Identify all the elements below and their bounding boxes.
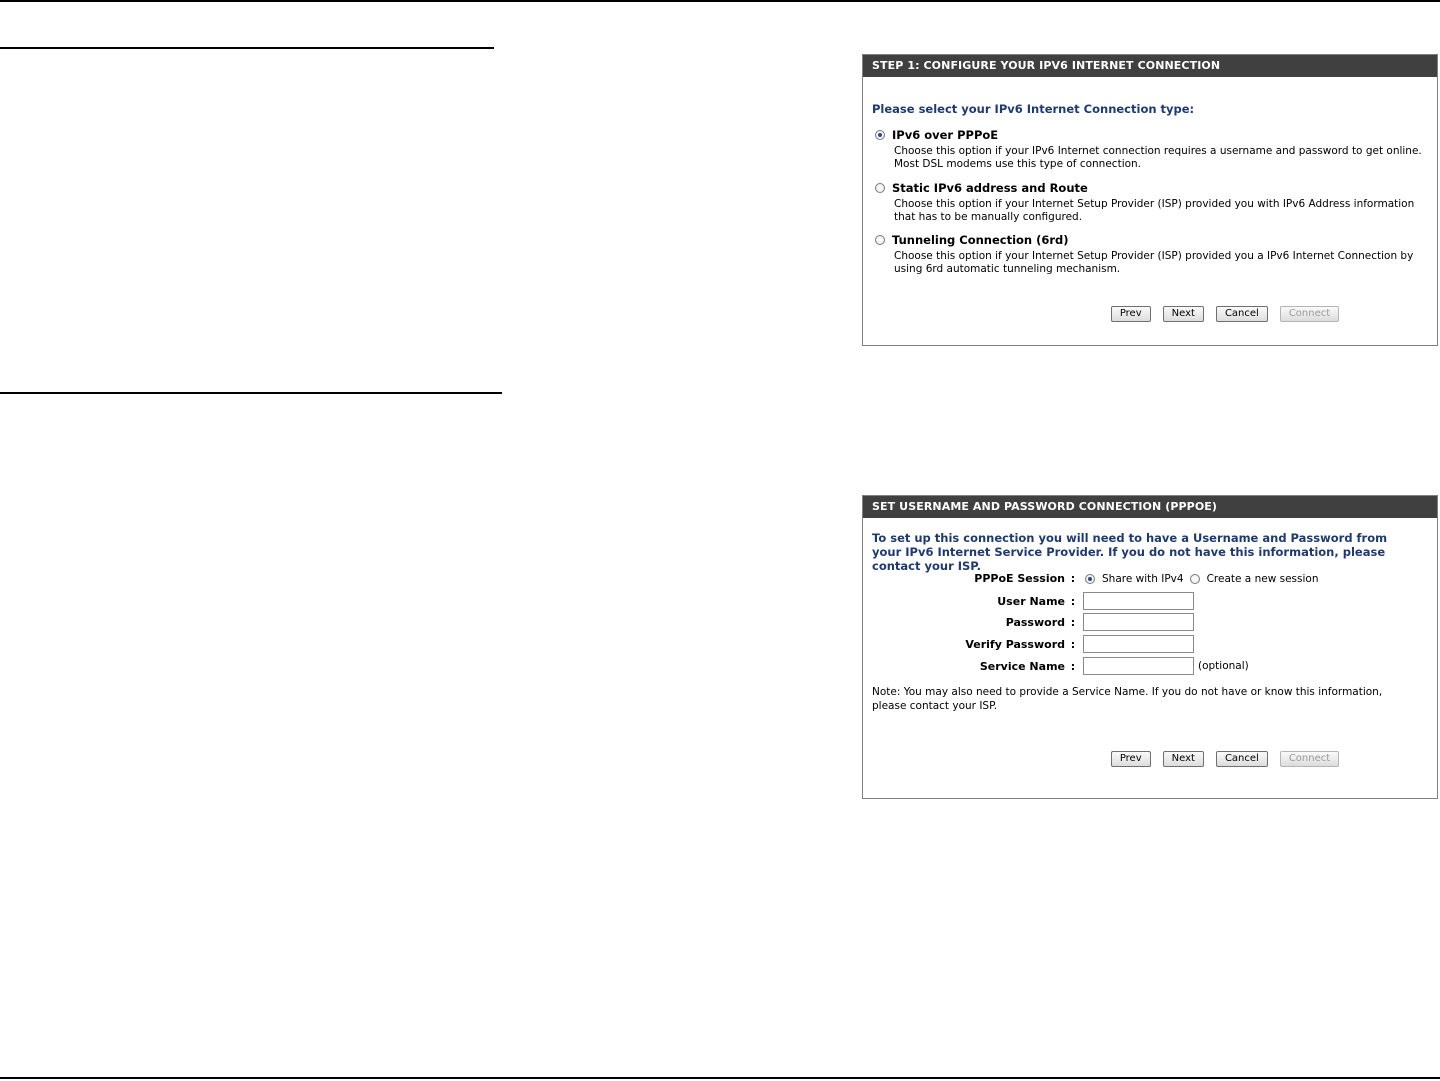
service-name-label: Service Name (979, 659, 1065, 673)
optional-text: (optional) (1198, 660, 1249, 672)
colon: : (1070, 637, 1076, 651)
colon: : (1070, 572, 1076, 585)
step1-panel (862, 54, 1438, 346)
username-row (863, 592, 1194, 610)
username-label: User Name (997, 594, 1065, 608)
password-row (863, 613, 1194, 631)
radio-tunneling[interactable] (875, 235, 885, 245)
option-title: IPv6 over PPPoE (892, 128, 999, 142)
option-desc: Choose this option if your IPv6 Internet connection requires a username and password to get online. Most DSL modems use this type of connection. (894, 145, 1422, 170)
next-button[interactable]: Next (1163, 306, 1204, 322)
password-input[interactable] (1083, 613, 1194, 631)
colon: : (1070, 615, 1076, 629)
verify-password-input[interactable] (1083, 635, 1194, 653)
pppoe-note: Note: You may also need to provide a Service Name. If you do not have or know this information, please contact your ISP. (872, 686, 1383, 712)
share-ipv4-label: Share with IPv4 (1102, 572, 1184, 585)
password-label: Password (1005, 615, 1065, 629)
verify-password-row (863, 635, 1194, 653)
top-rule (0, 0, 1440, 2)
option-title: Tunneling Connection (6rd) (892, 233, 1069, 247)
radio-share-ipv4[interactable] (1085, 574, 1095, 584)
pppoe-session-label: PPPoE Session (974, 572, 1065, 585)
option-ipv6-pppoe[interactable] (875, 128, 1429, 171)
bottom-rule (0, 1077, 1440, 1079)
connect-button[interactable]: Connect (1280, 306, 1339, 322)
service-name-row (863, 657, 1249, 675)
radio-new-session[interactable] (1190, 574, 1200, 584)
option-desc: Choose this option if your Internet Setup Provider (ISP) provided you with IPv6 Address information that has to be manually configured. (894, 198, 1415, 223)
step1-buttons (863, 306, 1437, 322)
username-input[interactable] (1083, 592, 1194, 610)
prev-button[interactable]: Prev (1111, 751, 1151, 767)
option-title: Static IPv6 address and Route (892, 181, 1088, 195)
colon: : (1070, 594, 1076, 608)
connect-button[interactable]: Connect (1280, 751, 1339, 767)
new-session-label: Create a new session (1206, 572, 1319, 585)
radio-static-ipv6[interactable] (875, 183, 885, 193)
cancel-button[interactable]: Cancel (1216, 306, 1268, 322)
section-rule-1 (0, 47, 494, 49)
next-button[interactable]: Next (1163, 751, 1204, 767)
service-name-input[interactable] (1083, 657, 1194, 675)
pppoe-panel (862, 495, 1438, 799)
radio-ipv6-pppoe[interactable] (875, 130, 885, 140)
pppoe-buttons (863, 751, 1437, 767)
section-rule-2 (0, 392, 502, 394)
verify-password-label: Verify Password (965, 637, 1065, 651)
colon: : (1070, 659, 1076, 673)
pppoe-session-row (863, 572, 1318, 585)
option-static-ipv6[interactable] (875, 181, 1429, 224)
step1-prompt: Please select your IPv6 Internet Connection type: (872, 102, 1195, 116)
pppoe-header: SET USERNAME AND PASSWORD CONNECTION (PPPOE) (863, 496, 1437, 518)
step1-header: STEP 1: CONFIGURE YOUR IPV6 INTERNET CONNECTION (863, 55, 1437, 77)
prev-button[interactable]: Prev (1111, 306, 1151, 322)
pppoe-intro: To set up this connection you will need to have a Username and Password from your IPv6 Internet Service Provider. If you do not have this information, please contact your ISP. (872, 531, 1388, 573)
option-tunneling[interactable] (875, 233, 1429, 276)
option-desc: Choose this option if your Internet Setup Provider (ISP) provided you a IPv6 Internet Connection by using 6rd automatic tunneling mechanism. (894, 250, 1414, 275)
cancel-button[interactable]: Cancel (1216, 751, 1268, 767)
